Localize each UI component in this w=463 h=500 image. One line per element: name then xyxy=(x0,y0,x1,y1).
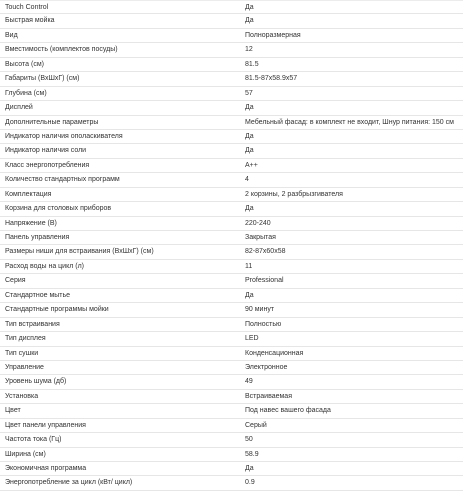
spec-value: A++ xyxy=(245,161,258,169)
spec-row xyxy=(0,87,463,101)
spec-value: 58.9 xyxy=(245,450,259,458)
spec-label: Ширина (см) xyxy=(5,450,46,458)
spec-value: 49 xyxy=(245,378,253,386)
spec-value: 82-87x60x58 xyxy=(245,248,286,256)
spec-row xyxy=(0,448,463,462)
spec-row xyxy=(0,404,463,418)
spec-row xyxy=(0,289,463,303)
spec-row xyxy=(0,130,463,144)
spec-row xyxy=(0,231,463,245)
spec-row xyxy=(0,318,463,332)
spec-row xyxy=(0,173,463,187)
spec-value: LED xyxy=(245,335,259,343)
spec-label: Размеры ниши для встраивания (ВхШхГ) (см) xyxy=(5,248,154,256)
spec-label: Экономичная программа xyxy=(5,465,87,472)
spec-value: Да xyxy=(245,465,254,472)
spec-label: Стандартные программы мойки xyxy=(5,306,109,314)
spec-value: 57 xyxy=(245,89,253,97)
spec-label: Touch Control xyxy=(5,4,49,11)
spec-row xyxy=(0,419,463,433)
spec-label: Частота тока (Гц) xyxy=(5,436,62,444)
spec-row xyxy=(0,303,463,317)
spec-value: Professional xyxy=(245,277,284,285)
spec-row xyxy=(0,0,463,14)
spec-label: Высота (см) xyxy=(5,60,44,68)
spec-value: 2 корзины, 2 разбрызгивателя xyxy=(245,190,343,198)
spec-label: Вид xyxy=(5,31,18,39)
spec-label: Количество стандартных программ xyxy=(5,176,120,184)
spec-row xyxy=(0,245,463,259)
spec-value: 81.5-87x58.9x57 xyxy=(245,75,298,83)
spec-row xyxy=(0,433,463,447)
spec-label: Тип встраивания xyxy=(5,320,60,328)
spec-value: 0.9 xyxy=(245,479,255,487)
spec-row xyxy=(0,72,463,86)
spec-value: 11 xyxy=(245,262,253,270)
spec-row xyxy=(0,274,463,288)
spec-label: Дисплей xyxy=(5,104,33,112)
spec-value: 90 минут xyxy=(245,306,275,314)
spec-label: Стандартное мытье xyxy=(5,291,71,299)
spec-value: Да xyxy=(245,4,254,11)
spec-value: Да xyxy=(245,147,254,155)
spec-label: Управление xyxy=(5,363,44,371)
spec-label: Вместимость (комплектов посуды) xyxy=(5,46,118,54)
spec-label: Глубина (см) xyxy=(5,89,47,97)
spec-label: Корзина для столовых приборов xyxy=(5,205,112,213)
spec-value: Серый xyxy=(245,421,267,429)
spec-label: Габариты (ВхШхГ) (см) xyxy=(5,75,80,83)
spec-label: Расход воды на цикл (л) xyxy=(5,262,84,270)
spec-row xyxy=(0,202,463,216)
spec-row xyxy=(0,332,463,346)
spec-row xyxy=(0,116,463,130)
spec-value: 81.5 xyxy=(245,60,259,68)
spec-value: Да xyxy=(245,104,254,112)
spec-value: Конденсационная xyxy=(245,349,304,357)
spec-label: Серия xyxy=(5,277,26,285)
spec-value: 12 xyxy=(245,46,253,54)
spec-row xyxy=(0,159,463,173)
spec-row xyxy=(0,390,463,404)
spec-row xyxy=(0,260,463,274)
spec-value: Встраиваемая xyxy=(245,392,292,400)
spec-row xyxy=(0,188,463,202)
spec-row xyxy=(0,361,463,375)
spec-label: Тип дисплея xyxy=(5,335,46,343)
spec-label: Цвет xyxy=(5,407,21,415)
spec-label: Комплектация xyxy=(5,190,52,198)
spec-value: Электронное xyxy=(245,363,288,371)
spec-label: Панель управления xyxy=(5,234,70,241)
spec-label: Тип сушки xyxy=(5,349,39,357)
spec-row xyxy=(0,217,463,231)
spec-label: Дополнительные параметры xyxy=(5,118,99,126)
spec-row xyxy=(0,29,463,43)
spec-value: 220-240 xyxy=(245,219,271,227)
spec-row xyxy=(0,144,463,158)
spec-row xyxy=(0,476,463,490)
spec-label: Уровень шума (дб) xyxy=(5,378,67,386)
spec-label: Цвет панели управления xyxy=(5,421,86,429)
spec-value: 4 xyxy=(245,176,249,184)
spec-label: Индикатор наличия ополаскивателя xyxy=(5,132,123,140)
spec-row xyxy=(0,462,463,476)
spec-row xyxy=(0,375,463,389)
spec-value: Да xyxy=(245,291,254,299)
spec-label: Энергопотребление за цикл (кВт/ цикл) xyxy=(5,479,133,487)
spec-row xyxy=(0,347,463,361)
spec-value: Да xyxy=(245,205,254,213)
spec-label: Класс энергопотребления xyxy=(5,161,90,169)
spec-label: Быстрая мойка xyxy=(5,17,55,25)
spec-row xyxy=(0,101,463,115)
spec-label: Напряжение (В) xyxy=(5,219,57,227)
spec-value: 50 xyxy=(245,436,253,444)
spec-row xyxy=(0,14,463,28)
spec-value: Полноразмерная xyxy=(245,31,301,39)
spec-value: Под навес вашего фасада xyxy=(245,407,331,415)
spec-row xyxy=(0,43,463,57)
spec-value: Да xyxy=(245,132,254,140)
spec-row xyxy=(0,58,463,72)
spec-value: Мебельный фасад: в комплект не входит, Шнур питания: 150 см xyxy=(245,118,454,126)
spec-value: Полностью xyxy=(245,320,282,328)
spec-value: Закрытая xyxy=(245,234,276,241)
spec-value: Да xyxy=(245,17,254,25)
spec-label: Установка xyxy=(5,392,39,400)
spec-label: Индикатор наличия соли xyxy=(5,147,87,155)
